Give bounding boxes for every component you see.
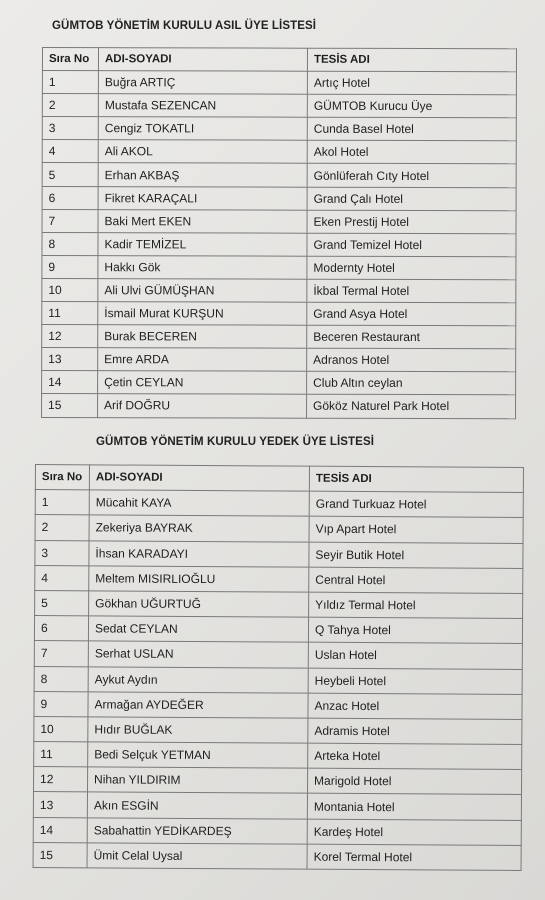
table-header-row <box>42 48 516 72</box>
cell-tesis-adi: Grand Temizel Hotel <box>307 233 516 257</box>
cell-adi-soyadi: Fikret KARAÇALI <box>98 186 307 210</box>
table-row <box>34 742 522 770</box>
cell-adi-soyadi: Akın ESGİN <box>87 792 307 819</box>
cell-tesis-adi: Central Hotel <box>309 567 523 593</box>
cell-tesis-adi: Eken Prestij Hotel <box>307 210 516 234</box>
cell-sira-no: 12 <box>42 325 98 348</box>
cell-sira-no: 1 <box>35 490 89 516</box>
cell-adi-soyadi: Aykut Aydın <box>88 666 308 693</box>
cell-tesis-adi: Vıp Apart Hotel <box>309 517 523 543</box>
cell-adi-soyadi: Cengiz TOKATLI <box>98 117 307 141</box>
cell-adi-soyadi: Meltem MISIRLIOĞLU <box>89 566 309 593</box>
cell-adi-soyadi: Ümit Celal Uysal <box>87 843 307 870</box>
cell-sira-no: 14 <box>33 817 87 843</box>
table-row <box>42 186 516 210</box>
cell-adi-soyadi: Nihan YILDIRIM <box>87 767 307 794</box>
cell-sira-no: 6 <box>42 186 98 209</box>
cell-tesis-adi: İkbal Termal Hotel <box>307 279 516 303</box>
cell-tesis-adi: Grand Turkuaz Hotel <box>309 491 523 517</box>
table-row <box>42 140 516 164</box>
table-row <box>42 302 516 326</box>
cell-sira-no: 15 <box>42 394 98 417</box>
table-row <box>42 209 516 233</box>
table-row <box>35 590 523 618</box>
cell-sira-no: 12 <box>33 767 87 793</box>
cell-tesis-adi: Gönlüferah Cıty Hotel <box>307 164 516 188</box>
cell-tesis-adi: Beceren Restaurant <box>307 325 516 349</box>
table-row <box>42 371 516 395</box>
cell-tesis-adi: Artıç Hotel <box>307 71 516 95</box>
cell-adi-soyadi: Hakkı Gök <box>98 255 307 279</box>
table-row <box>42 255 516 279</box>
cell-sira-no: 8 <box>42 232 98 255</box>
cell-sira-no: 15 <box>33 842 87 868</box>
cell-adi-soyadi: Çetin CEYLAN <box>98 371 307 395</box>
cell-adi-soyadi: Hıdır BUĞLAK <box>88 717 308 744</box>
table-row <box>34 716 522 744</box>
cell-tesis-adi: GÜMTOB Kurucu Üye <box>307 94 516 118</box>
cell-adi-soyadi: Buğra ARTIÇ <box>98 71 307 95</box>
table-row <box>42 348 516 372</box>
cell-sira-no: 14 <box>42 371 98 394</box>
cell-tesis-adi: Kardeş Hotel <box>307 819 521 845</box>
table-row <box>42 232 516 256</box>
table-row <box>33 817 521 845</box>
cell-sira-no: 3 <box>35 540 89 566</box>
cell-sira-no: 4 <box>35 565 89 591</box>
cell-tesis-adi: Arteka Hotel <box>308 743 522 769</box>
table-row <box>42 278 516 302</box>
table-row <box>42 325 516 349</box>
cell-adi-soyadi: Serhat USLAN <box>88 641 308 668</box>
cell-sira-no: 4 <box>42 140 98 163</box>
cell-sira-no: 9 <box>42 255 98 278</box>
cell-sira-no: 9 <box>34 691 88 717</box>
cell-sira-no: 1 <box>42 71 98 94</box>
cell-adi-soyadi: Emre ARDA <box>98 348 307 372</box>
cell-sira-no: 5 <box>42 163 98 186</box>
yedek-list-title: GÜMTOB YÖNETİM KURULU YEDEK ÜYE LİSTESİ <box>96 436 375 448</box>
cell-tesis-adi: Yıldız Termal Hotel <box>309 592 523 618</box>
table-row <box>35 515 523 543</box>
cell-sira-no: 7 <box>42 209 98 232</box>
cell-sira-no: 3 <box>42 117 98 140</box>
cell-tesis-adi: Montania Hotel <box>307 794 521 820</box>
cell-sira-no: 2 <box>42 94 98 117</box>
table-row <box>42 394 516 418</box>
table-row <box>42 163 516 187</box>
cell-tesis-adi: Modernty Hotel <box>307 256 516 280</box>
cell-tesis-adi: Uslan Hotel <box>308 642 522 668</box>
asil-list-title: GÜMTOB YÖNETİM KURULU ASIL ÜYE LİSTESİ <box>52 20 317 32</box>
cell-adi-soyadi: Mücahit KAYA <box>89 490 309 517</box>
cell-sira-no: 8 <box>34 666 88 692</box>
cell-adi-soyadi: İsmail Murat KURŞUN <box>98 302 307 326</box>
cell-adi-soyadi: Sabahattin YEDİKARDEŞ <box>87 817 307 844</box>
cell-sira-no: 11 <box>34 742 88 768</box>
cell-tesis-adi: Akol Hotel <box>307 141 516 165</box>
cell-tesis-adi: Cunda Basel Hotel <box>307 117 516 141</box>
cell-sira-no: 10 <box>42 278 98 301</box>
cell-tesis-adi: Adramis Hotel <box>308 718 522 744</box>
table-row <box>35 490 523 518</box>
cell-adi-soyadi: Sedat CEYLAN <box>88 616 308 643</box>
table-row <box>33 842 521 870</box>
header-sira-no: Sıra No <box>35 465 89 491</box>
cell-tesis-adi: Grand Asya Hotel <box>307 302 516 326</box>
cell-adi-soyadi: Baki Mert EKEN <box>98 209 307 233</box>
table-row <box>34 641 522 669</box>
cell-sira-no: 5 <box>35 590 89 616</box>
table-row <box>33 792 521 820</box>
header-adi-soyadi: ADI-SOYADI <box>89 465 309 492</box>
cell-sira-no: 10 <box>34 716 88 742</box>
cell-tesis-adi: Grand Çalı Hotel <box>307 187 516 211</box>
cell-tesis-adi: Adranos Hotel <box>307 348 516 372</box>
cell-tesis-adi: Gököz Naturel Park Hotel <box>307 395 516 419</box>
cell-adi-soyadi: Bedi Selçuk YETMAN <box>88 742 308 769</box>
cell-adi-soyadi: Arif DOĞRU <box>98 394 307 418</box>
header-sira-no: Sıra No <box>42 48 98 71</box>
cell-sira-no: 6 <box>34 616 88 642</box>
table-row <box>34 616 522 644</box>
cell-sira-no: 2 <box>35 515 89 541</box>
table-row <box>35 565 523 593</box>
table-row <box>34 691 522 719</box>
cell-tesis-adi: Heybeli Hotel <box>308 668 522 694</box>
cell-tesis-adi: Anzac Hotel <box>308 693 522 719</box>
table-row <box>42 117 516 141</box>
table-row <box>34 666 522 694</box>
cell-tesis-adi: Q Tahya Hotel <box>308 617 522 643</box>
cell-adi-soyadi: Ali AKOL <box>98 140 307 164</box>
cell-sira-no: 11 <box>42 302 98 325</box>
cell-tesis-adi: Korel Termal Hotel <box>307 844 521 870</box>
table-row <box>35 540 523 568</box>
cell-adi-soyadi: İhsan KARADAYI <box>89 540 309 567</box>
cell-adi-soyadi: Burak BECEREN <box>98 325 307 349</box>
cell-adi-soyadi: Zekeriya BAYRAK <box>89 515 309 542</box>
cell-adi-soyadi: Gökhan UĞURTUĞ <box>89 591 309 618</box>
table-row <box>33 767 521 795</box>
table-row <box>42 94 516 118</box>
table-header-row <box>35 465 523 493</box>
cell-adi-soyadi: Armağan AYDEĞER <box>88 692 308 719</box>
header-tesis-adi: TESİS ADI <box>307 48 516 72</box>
cell-sira-no: 7 <box>34 641 88 667</box>
cell-sira-no: 13 <box>33 792 87 818</box>
cell-tesis-adi: Marigold Hotel <box>307 768 521 794</box>
cell-adi-soyadi: Ali Ulvi GÜMÜŞHAN <box>98 279 307 303</box>
asil-member-table <box>41 47 517 419</box>
cell-adi-soyadi: Kadir TEMİZEL <box>98 232 307 256</box>
header-tesis-adi: TESİS ADI <box>309 466 523 492</box>
cell-sira-no: 13 <box>42 348 98 371</box>
cell-tesis-adi: Club Altın ceylan <box>307 372 516 396</box>
header-adi-soyadi: ADI-SOYADI <box>98 48 307 72</box>
cell-adi-soyadi: Erhan AKBAŞ <box>98 163 307 187</box>
yedek-member-table <box>33 464 524 871</box>
table-row <box>42 71 516 95</box>
cell-adi-soyadi: Mustafa SEZENCAN <box>98 94 307 118</box>
cell-tesis-adi: Seyir Butik Hotel <box>309 542 523 568</box>
